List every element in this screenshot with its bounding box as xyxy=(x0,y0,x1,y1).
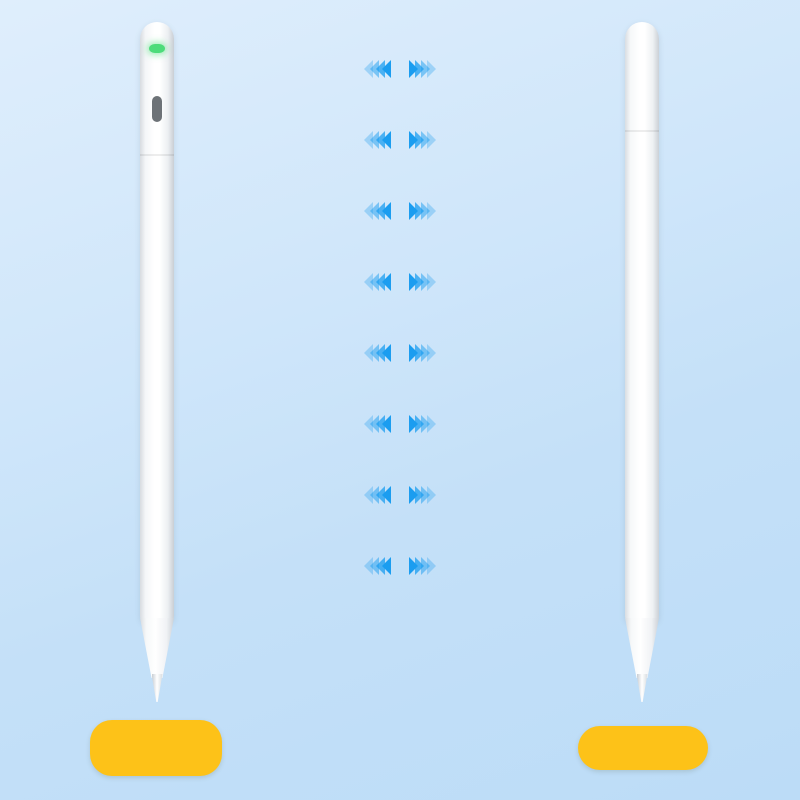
feature-row xyxy=(195,259,605,305)
chevron-left-icon xyxy=(364,415,388,433)
power-button xyxy=(152,96,162,122)
other-pencil-badge xyxy=(578,726,708,770)
feature-list xyxy=(195,46,605,614)
chevron-left-icon xyxy=(364,486,388,504)
other-stylus-nib xyxy=(637,674,648,702)
chevron-right-icon xyxy=(412,202,436,220)
stylus-taper xyxy=(140,618,174,678)
feature-row xyxy=(195,472,605,518)
feature-row xyxy=(195,330,605,376)
our-product-badge xyxy=(90,720,222,776)
chevron-left-icon xyxy=(364,60,388,78)
chevron-right-icon xyxy=(412,344,436,362)
our-product-stylus xyxy=(140,22,174,672)
chevron-right-icon xyxy=(412,415,436,433)
other-pencil-stylus xyxy=(625,22,659,672)
chevron-right-icon xyxy=(412,273,436,291)
chevron-left-icon xyxy=(364,202,388,220)
stylus-nib xyxy=(152,674,163,702)
chevron-right-icon xyxy=(412,131,436,149)
chevron-left-icon xyxy=(364,344,388,362)
feature-row xyxy=(195,46,605,92)
led-indicator-icon xyxy=(149,44,165,53)
feature-row xyxy=(195,188,605,234)
other-stylus-taper xyxy=(625,618,659,678)
feature-row xyxy=(195,117,605,163)
feature-row xyxy=(195,543,605,589)
chevron-right-icon xyxy=(412,557,436,575)
chevron-right-icon xyxy=(412,60,436,78)
stylus-body xyxy=(140,22,174,622)
other-stylus-cap-seam xyxy=(625,130,659,132)
chevron-right-icon xyxy=(412,486,436,504)
stylus-cap-seam xyxy=(140,154,174,156)
other-stylus-body xyxy=(625,22,659,622)
chevron-left-icon xyxy=(364,557,388,575)
feature-row xyxy=(195,401,605,447)
chevron-left-icon xyxy=(364,273,388,291)
chevron-left-icon xyxy=(364,131,388,149)
